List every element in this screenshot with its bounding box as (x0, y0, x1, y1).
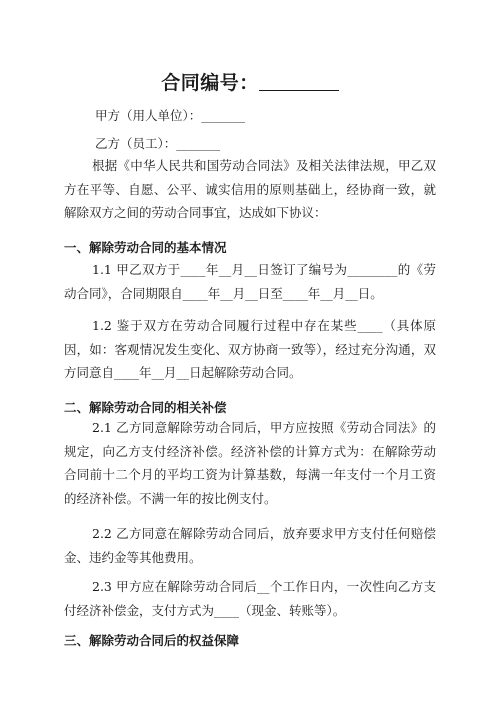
section-3-heading: 三、解除劳动合同后的权益保障 (64, 633, 240, 648)
section-2-clause-3: 2.3 甲方应在解除劳动合同后__个工作日内，一次性向乙方支付经济补偿金，支付方式为____（现金、转账等）。 (64, 579, 436, 618)
section-2-clause-1: 2.1 乙方同意解除劳动合同后，甲方应按照《劳动合同法》的规定，向乙方支付经济补偿。经济补偿的计算方式为：在解除劳动合同前十二个月的平均工资为计算基数，每满一年支付一个月工资的经济补偿。不满一年的按比例支付。 (64, 420, 436, 506)
intro-paragraph: 根据《中华人民共和国劳动合同法》及相关法律法规，甲乙双方在平等、自愿、公平、诚实信用的原则基础上，经协商一致，就解除双方之间的劳动合同事宜，达成如下协议： (64, 158, 436, 220)
section-1-clause-2: 1.2 鉴于双方在劳动合同履行过程中存在某些____（具体原因，如：客观情况发生变化、双方协商一致等），经过充分沟通，双方同意自____年__月__日起解除劳动合同。 (64, 318, 436, 380)
section-1-heading: 一、解除劳动合同的基本情况 (64, 240, 227, 255)
section-1-clause-1: 1.1 甲乙双方于____年__月__日签订了编号为________的《劳动合同》，合同期限自____年__月__日至____年__月__日。 (64, 262, 436, 301)
section-2-heading: 二、解除劳动合同的相关补偿 (64, 400, 227, 415)
section-2-clause-2: 2.2 乙方同意在解除劳动合同后，放弃要求甲方支付任何赔偿金、违约金等其他费用。 (64, 526, 436, 565)
contract-title (0, 68, 500, 95)
contract-number-label: 合同编号： (161, 72, 259, 94)
contract-number-blank (259, 74, 339, 91)
party-a-line: 甲方（用人单位）：_______ (95, 108, 246, 123)
party-b-line: 乙方（员工）：_______ (95, 136, 221, 151)
